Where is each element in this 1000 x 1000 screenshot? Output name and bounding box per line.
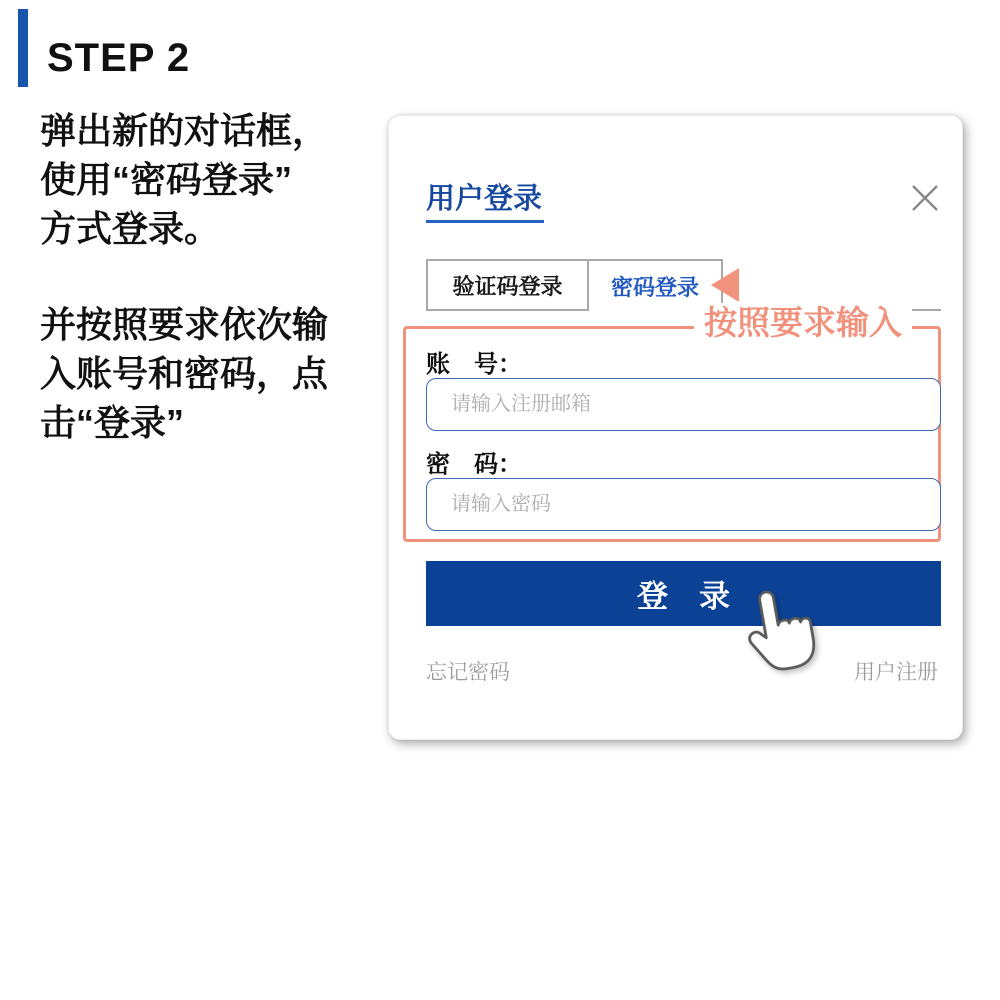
close-button[interactable] bbox=[907, 180, 943, 216]
dialog-title: 用户登录 bbox=[426, 183, 543, 215]
instruction-line: 使用“密码登录” bbox=[40, 159, 293, 200]
login-button-label: 登 录 bbox=[637, 579, 730, 614]
annotation-label: 按照要求输入 bbox=[694, 303, 912, 343]
step-title: STEP 2 bbox=[47, 36, 191, 80]
instruction-line: 弹出新的对话框， bbox=[40, 110, 329, 151]
instruction-line: 方式登录。 bbox=[40, 208, 221, 249]
login-dialog bbox=[388, 115, 963, 740]
tab-code-login[interactable] bbox=[426, 259, 589, 311]
instruction-line: 并按照要求依次输 bbox=[40, 304, 329, 345]
instruction-line: 入账号和密码，点 bbox=[40, 353, 329, 394]
password-input[interactable] bbox=[426, 478, 941, 531]
account-field-label: 账 号： bbox=[426, 351, 522, 378]
close-icon bbox=[907, 180, 943, 216]
tab-label: 密码登录 bbox=[610, 274, 699, 300]
title-underline bbox=[426, 220, 544, 223]
account-input[interactable] bbox=[426, 378, 941, 431]
register-link[interactable]: 用户注册 bbox=[854, 661, 938, 684]
triangle-pointer-icon bbox=[711, 268, 739, 302]
forgot-password-link[interactable]: 忘记密码 bbox=[426, 661, 510, 684]
instruction-paragraph-1 bbox=[40, 106, 390, 253]
tab-label: 验证码登录 bbox=[452, 273, 563, 299]
password-field-label: 密 码： bbox=[426, 451, 522, 478]
step-accent-bar bbox=[18, 9, 28, 87]
instruction-line: 击“登录” bbox=[40, 402, 185, 443]
instruction-paragraph-2 bbox=[40, 300, 390, 447]
login-button[interactable] bbox=[426, 561, 941, 626]
